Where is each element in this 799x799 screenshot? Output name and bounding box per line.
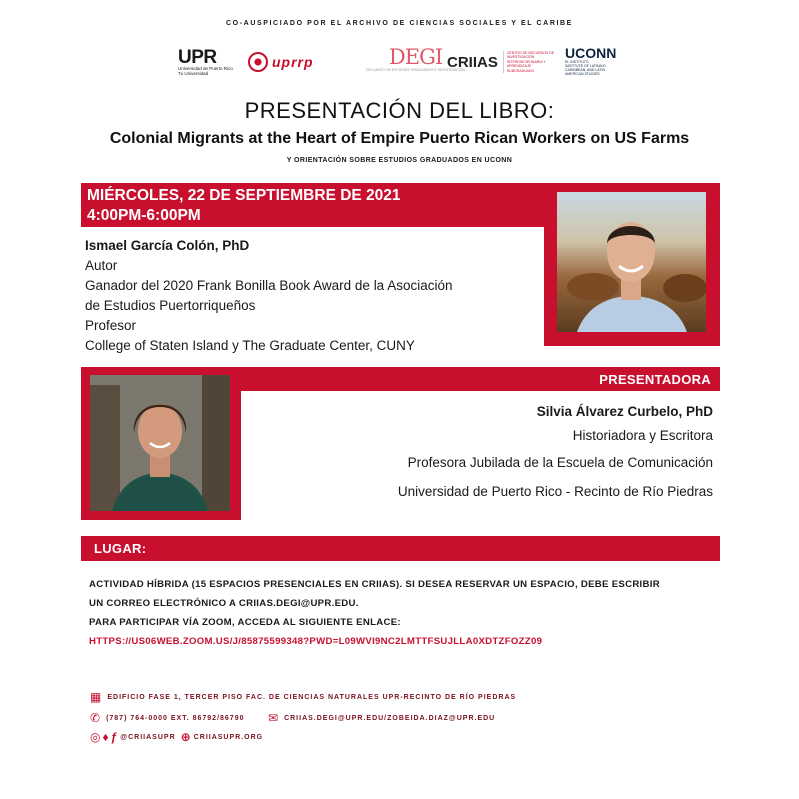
cosponsor-line: CO-AUSPICIADO POR EL ARCHIVO DE CIENCIAS SOCIALES Y EL CARIBE xyxy=(226,20,573,27)
speaker-award: Ganador del 2020 Frank Bonilla Book Award de la Asociación xyxy=(85,278,453,293)
zoom-instructions: PARA PARTICIPAR VÍA ZOOM, ACCEDA AL SIGUIENTE ENLACE: xyxy=(89,617,401,628)
criias-logo-description: CENTRO DE RECURSOS DE INVESTIGACIÓN INTERDISCIPLINARIA Y APRENDIZAJE SUBGRADUADO xyxy=(503,51,559,74)
presenter-photo-frame xyxy=(81,367,241,520)
uconn-logo-line-4: AMERICAN STUDIES xyxy=(565,72,600,76)
page-title: PRESENTACIÓN DEL LIBRO: xyxy=(244,98,555,123)
speaker-institution: College of Staten Island y The Graduate Center, CUNY xyxy=(85,338,415,353)
presenter-position: Profesora Jubilada de la Escuela de Comunicación xyxy=(407,455,713,470)
hybrid-activity-text-cont: UN CORREO ELECTRÓNICO A CRIIAS.DEGI@UPR.EDU. xyxy=(89,598,359,609)
event-time: 4:00PM-6:00PM xyxy=(87,207,201,224)
book-title: Colonial Migrants at the Heart of Empire Puerto Rican Workers on US Farms xyxy=(109,130,690,147)
presenter-heading: PRESENTADORA xyxy=(599,372,711,387)
speaker-position: Profesor xyxy=(85,318,137,333)
event-date: MIÉRCOLES, 22 DE SEPTIEMBRE DE 2021 xyxy=(87,187,401,204)
uprrp-seal-icon xyxy=(248,52,268,72)
uconn-logo-line-3: CARIBBEAN, AND LATIN xyxy=(565,68,606,72)
speaker-name: Ismael García Colón, PhD xyxy=(85,238,250,253)
uconn-logo-line-2: INSTITUTE OF LATINA/O, xyxy=(565,64,607,68)
tagline: Y ORIENTACIÓN SOBRE ESTUDIOS GRADUADOS EN UCONN xyxy=(286,157,513,164)
presenter-name: Silvia Álvarez Curbelo, PhD xyxy=(536,404,713,419)
building-icon: ▦ xyxy=(90,690,102,704)
instagram-icon[interactable]: ◎ xyxy=(90,730,101,744)
phone-text: (787) 764-0000 EXT. 86792/86790 xyxy=(106,714,245,722)
date-banner xyxy=(81,183,544,227)
speaker-role: Autor xyxy=(85,258,118,273)
speaker-info xyxy=(85,236,453,356)
website-text[interactable]: CRIIASUPR.ORG xyxy=(193,733,264,741)
location-banner xyxy=(81,536,720,561)
location-details xyxy=(89,575,724,651)
criias-logo xyxy=(447,46,559,78)
email-icon: ✉ xyxy=(268,711,279,725)
degi-logo-text: DEGI xyxy=(388,45,443,69)
footer-social xyxy=(90,730,263,744)
footer-email xyxy=(268,711,495,725)
uconn-logo-text: UCONN xyxy=(565,45,617,61)
presenter-banner xyxy=(241,367,720,391)
social-handle[interactable]: @CRIIASUPR xyxy=(120,733,176,741)
speaker-portrait-icon xyxy=(557,192,706,332)
presenter-role: Historiadora y Escritora xyxy=(572,428,713,443)
footer-phone xyxy=(90,711,244,725)
uprrp-logo-text: uprrp xyxy=(272,54,314,70)
phone-icon: ✆ xyxy=(90,711,101,725)
upr-logo-subtitle: Universidad de Puerto Rico xyxy=(178,65,233,71)
speaker-award-cont: de Estudios Puertorriqueños xyxy=(85,298,256,313)
upr-logo xyxy=(178,46,233,78)
location-heading: LUGAR: xyxy=(94,541,147,556)
uconn-logo-line-1: EL INSTITUTO xyxy=(565,60,589,64)
address-text: EDIFICIO FASE 1, TERCER PISO FAC. DE CIENCIAS NATURALES UPR-RECINTO DE RÍO PIEDRAS xyxy=(107,693,517,701)
degi-logo-subtitle: DECANATO DE ESTUDIOS GRADUADOS E INVESTIGACIÓN xyxy=(366,68,466,72)
facebook-icon[interactable]: ƒ xyxy=(110,730,118,744)
globe-icon: ⊕ xyxy=(180,730,191,744)
email-text[interactable]: CRIIAS.DEGI@UPR.EDU/ZOBEIDA.DIAZ@UPR.EDU xyxy=(284,714,496,722)
uprrp-logo xyxy=(248,46,314,78)
hybrid-activity-text: ACTIVIDAD HÍBRIDA (15 ESPACIOS PRESENCIALES EN CRIIAS). SI DESEA RESERVAR UN ESPACIO, DEBE ESCRIBIR xyxy=(89,579,660,590)
presenter-institution: Universidad de Puerto Rico - Recinto de Río Piedras xyxy=(397,484,713,499)
speaker-photo xyxy=(557,192,706,332)
presenter-portrait-icon xyxy=(90,375,230,511)
speaker-photo-frame xyxy=(544,183,720,346)
presenter-photo xyxy=(90,375,230,511)
upr-logo-text: UPR xyxy=(178,46,217,68)
criias-logo-text: CRIIAS xyxy=(447,53,498,71)
uconn-logo xyxy=(565,46,616,78)
footer-address xyxy=(90,690,516,704)
zoom-link[interactable]: HTTPS://US06WEB.ZOOM.US/J/85875599348?PWD=L09WVI9NC2LMTTFSUJLLA0XDTZFOZZ09 xyxy=(89,636,543,647)
twitter-icon[interactable]: ♦ xyxy=(102,730,109,744)
upr-logo-subtitle-2: Tu Universidad xyxy=(178,70,209,76)
